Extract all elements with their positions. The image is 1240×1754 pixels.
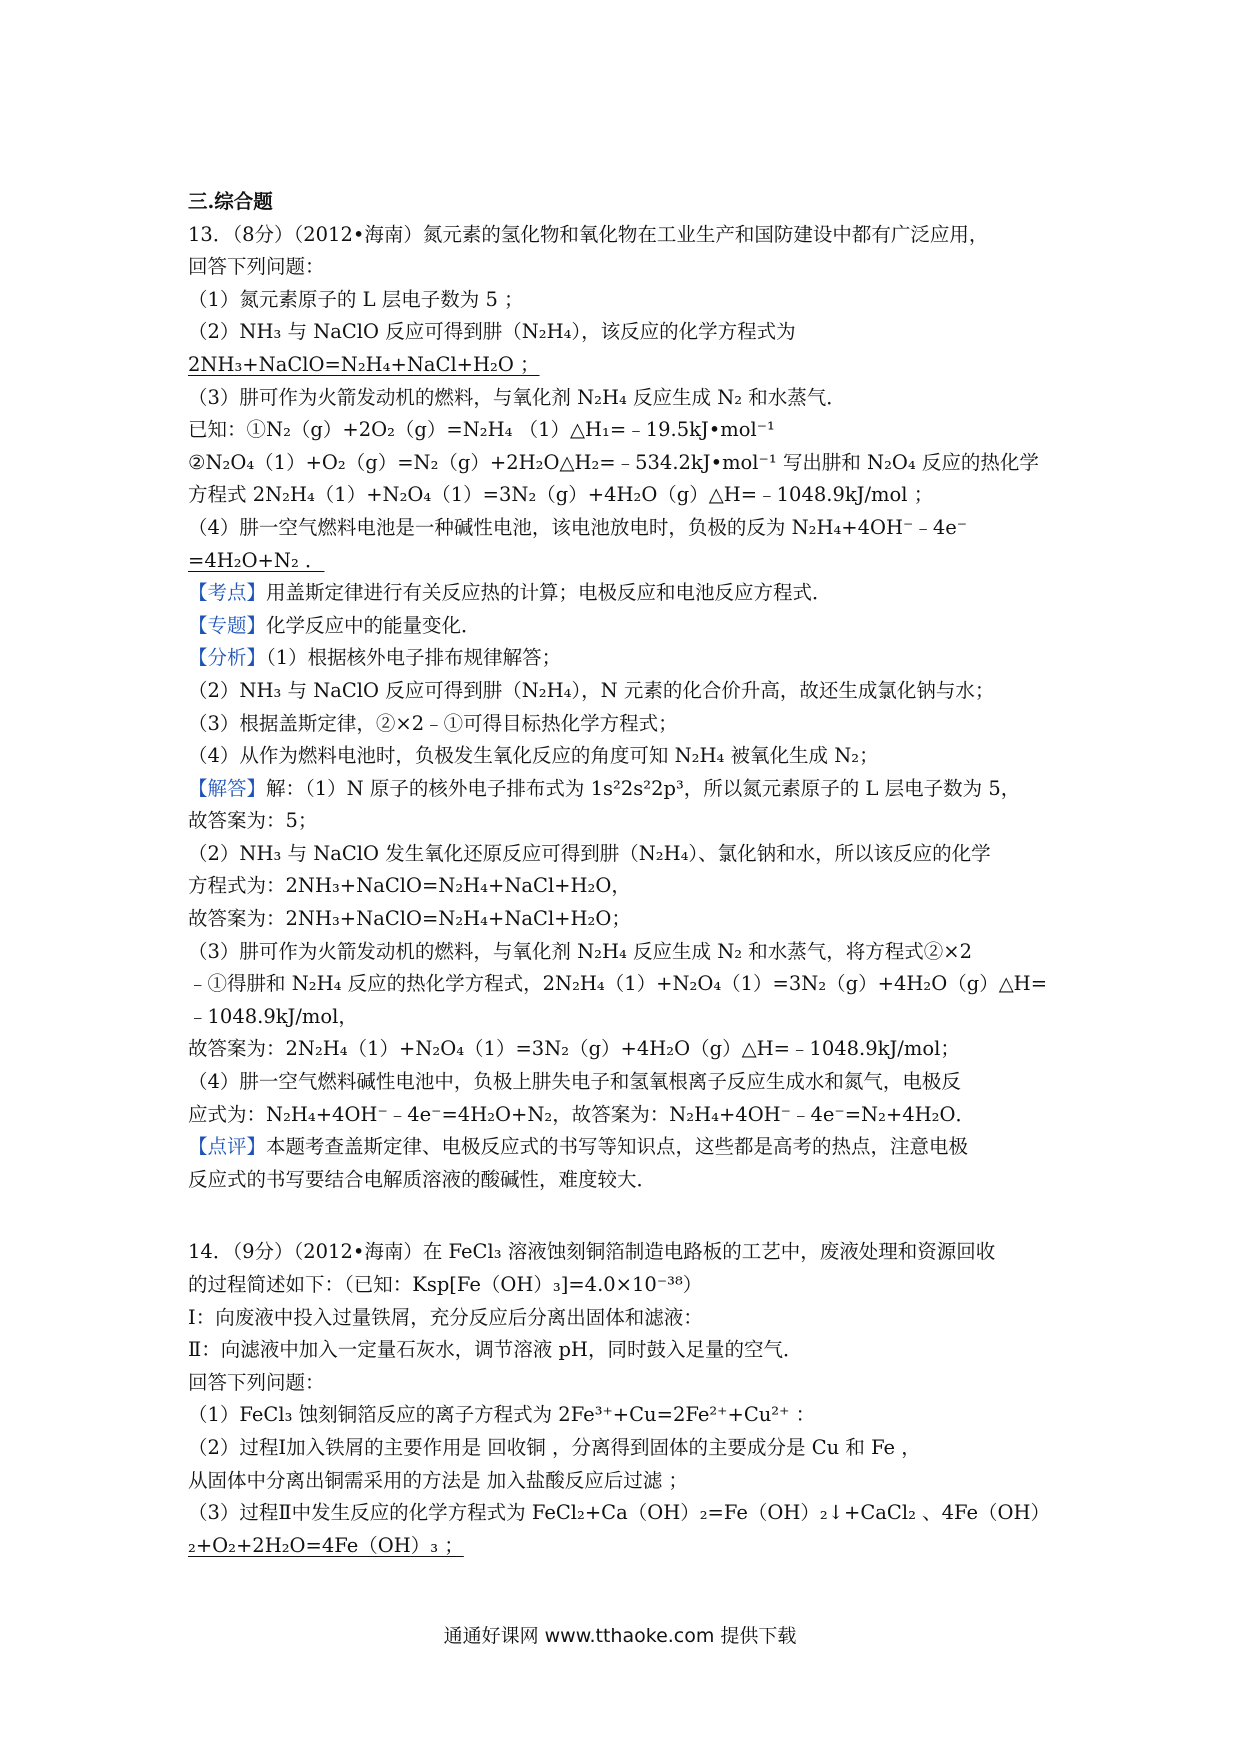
jieda-line: 故答案为：5； [188,809,318,833]
dianping-row [188,1131,1058,1164]
q13-line: （4）肼一空气燃料电池是一种碱性电池，该电池放电时，负极的反为 N₂H₄+4OH⁻﹣4e⁻ [188,515,968,539]
dianping-line: 反应式的书写要结合电解质溶液的酸碱性，难度较大． [188,1167,657,1191]
jieda-text: 解：（1）N 原子的核外电子排布式为 1s²2s²2p³，所以氮元素原子的 L 层电子数为 5， [266,776,1021,800]
q13-line: （2）NH₃ 与 NaClO 反应可得到肼（N₂H₄），该反应的化学方程式为 [188,320,796,344]
q14-line: 从固体中分离出铜需采用的方法是 加入盐酸反应后过滤 ； [188,1468,688,1492]
q13-answer-line: 2NH₃+NaClO=N₂H₄+NaCl+H₂O ； [188,352,540,376]
q14-answer-line: ₂+O₂+2H₂O=4Fe（OH）₃ ； [188,1533,464,1557]
fenxi-line: （3）根据盖斯定律，②×2﹣①可得目标热化学方程式； [188,711,678,735]
jieda-line: （2）NH₃ 与 NaClO 发生氧化还原反应可得到肼（N₂H₄）、氯化钠和水，所以该反应的化学 [188,841,991,865]
fenxi-line: （2）NH₃ 与 NaClO 反应可得到肼（N₂H₄），N 元素的化合价升高，故还生成氯化钠与水； [188,678,995,702]
q14-line: 14．（9分）（2012•海南）在 FeCl₃ 溶液蚀刻铜箔制造电路板的工艺中，废液处理和资源回收 [188,1240,996,1264]
jieda-line: ﹣①得肼和 N₂H₄ 反应的热化学方程式，2N₂H₄（1）+N₂O₄（1）=3N₂（g）+4H₂O（g）△H= [188,972,1048,996]
q13-line: 13．（8分）（2012•海南）氮元素的氢化物和氧化物在工业生产和国防建设中都有广泛应用， [188,222,989,246]
jieda-line: ﹣1048.9kJ/mol， [188,1004,358,1028]
fenxi-line: （4）从作为燃料电池时，负极发生氧化反应的角度可知 N₂H₄ 被氧化生成 N₂； [188,744,879,768]
q14-line: Ⅱ：向滤液中加入一定量石灰水，调节溶液 pH，同时鼓入足量的空气． [188,1338,803,1362]
question-14 [188,1236,1058,1562]
q13-line: 方程式 2N₂H₄（1）+N₂O₄（1）=3N₂（g）+4H₂O（g）△H=﹣1048.9kJ/mol ； [188,483,934,507]
jieda-line: （4）肼一空气燃料碱性电池中，负极上肼失电子和氢氧根离子反应生成水和氮气，电极反 [188,1070,961,1094]
q14-line: 回答下列问题： [188,1370,325,1394]
jieda-line: 应式为：N₂H₄+4OH⁻﹣4e⁻=4H₂O+N₂，故答案为：N₂H₄+4OH⁻﹣4e⁻=N₂+4H₂O． [188,1102,975,1126]
kaodian-row [188,577,1058,610]
footer-source: 通通好课网 www.tthaoke.com 提供下载 [443,1625,797,1647]
dianping-text: 本题考查盖斯定律、电极反应式的书写等知识点，这些都是高考的热点，注意电极 [266,1135,969,1159]
jieda-line: 故答案为：2NH₃+NaClO=N₂H₄+NaCl+H₂O； [188,907,631,931]
q14-line: Ⅰ：向废液中投入过量铁屑，充分反应后分离出固体和滤液： [188,1305,703,1329]
zhuanti-text: 化学反应中的能量变化． [266,613,481,637]
question-spacer [188,1196,1058,1236]
q13-line: 已知：①N₂（g）+2O₂（g）=N₂H₄ （1）△H₁=﹣19.5kJ•mol⁻¹ [188,418,775,442]
q13-line: ②N₂O₄（1）+O₂（g）=N₂（g）+2H₂O△H₂=﹣534.2kJ•mol⁻¹ 写出肼和 N₂O₄ 反应的热化学 [188,450,1039,474]
section-title: 三.综合题 [188,190,273,213]
q13-line: 回答下列问题： [188,255,325,279]
fenxi-row [188,642,1058,675]
q13-line: （3）肼可作为火箭发动机的燃料，与氧化剂 N₂H₄ 反应生成 N₂ 和水蒸气． [188,385,846,409]
q14-line: （2）过程Ⅰ加入铁屑的主要作用是 回收铜 ，分离得到固体的主要成分是 Cu 和 Fe ， [188,1435,921,1459]
q13-line: （1）氮元素原子的 L 层电子数为 5 ； [188,287,524,311]
zhuanti-row [188,610,1058,643]
jieda-line: 故答案为：2N₂H₄（1）+N₂O₄（1）=3N₂（g）+4H₂O（g）△H=﹣1048.9kJ/mol； [188,1037,960,1061]
q14-line: 的过程简述如下：（已知：Ksp[Fe（OH）₃]=4.0×10⁻³⁸） [188,1273,703,1296]
jieda-line: 方程式为：2NH₃+NaClO=N₂H₄+NaCl+H₂O， [188,874,631,898]
kaodian-tag: 【考点】 [188,581,267,605]
q14-line: （3）过程Ⅱ中发生反应的化学方程式为 FeCl₂+Ca（OH）₂=Fe（OH）₂↓+CaCl₂ 、4Fe（OH） [188,1501,1050,1525]
document-body [188,186,1058,1562]
dianping-tag: 【点评】 [188,1135,267,1159]
zhuanti-tag: 【专题】 [188,613,267,637]
q14-line: （1）FeCl₃ 蚀刻铜箔反应的离子方程式为 2Fe³⁺+Cu=2Fe²⁺+Cu²⁺ ： [188,1403,816,1427]
fenxi-text: （1）根据核外电子排布规律解答； [266,646,562,670]
jieda-row [188,773,1058,806]
question-13 [188,219,1058,1197]
kaodian-text: 用盖斯定律进行有关反应热的计算；电极反应和电池反应方程式． [266,581,832,605]
jieda-line: （3）肼可作为火箭发动机的燃料，与氧化剂 N₂H₄ 反应生成 N₂ 和水蒸气，将方程式②×2 [188,939,973,963]
jieda-tag: 【解答】 [188,776,267,800]
q13-answer-line: =4H₂O+N₂ ． [188,548,325,572]
fenxi-tag: 【分析】 [188,646,267,670]
